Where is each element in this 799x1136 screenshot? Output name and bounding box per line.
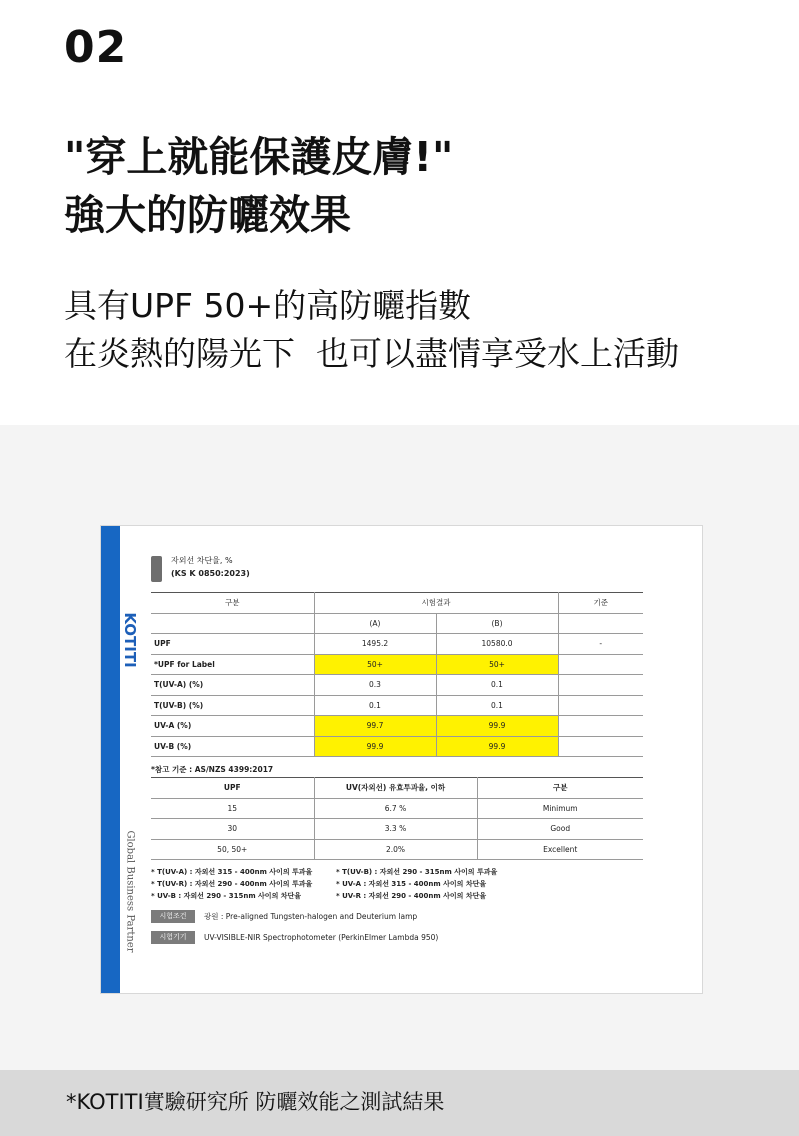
ref-transmittance-cell: 3.3 % [314, 819, 477, 840]
table-row [151, 695, 643, 716]
partner-text: Global Business Partner [124, 830, 136, 953]
row-label: UV-B (%) [151, 736, 314, 757]
definition-item: * T(UV-B) : 자외선 290 - 315nm 사이의 투과율 [336, 868, 498, 876]
brand-logo [120, 601, 140, 681]
ref-header-upf: UPF [151, 778, 314, 799]
result-b-cell: 0.1 [436, 695, 558, 716]
ref-upf-cell: 15 [151, 798, 314, 819]
ref-category-cell: Excellent [477, 839, 643, 860]
standard-cell [558, 675, 643, 696]
ref-upf-cell: 30 [151, 819, 314, 840]
section-header [151, 554, 643, 584]
result-b-cell: 50+ [436, 654, 558, 675]
headline-line-2: 強大的防曬效果 [64, 191, 351, 239]
result-a-cell: 0.1 [314, 695, 436, 716]
test-equipment-text: UV-VISIBLE-NIR Spectrophotometer (PerkinElmer Lambda 950) [204, 932, 439, 942]
reference-header-row [151, 778, 643, 799]
headline-line-1: "穿上就能保護皮膚!" [64, 133, 454, 181]
subheader-a: (A) [314, 613, 436, 634]
result-b-cell: 99.9 [436, 736, 558, 757]
result-b-cell: 99.9 [436, 716, 558, 737]
footer-caption [0, 1070, 799, 1136]
row-label: T(UV-A) (%) [151, 675, 314, 696]
definition-item: * T(UV-R) : 자외선 290 - 400nm 사이의 투과율 [151, 880, 313, 888]
headline [64, 128, 453, 244]
definition-item: * UV-R : 자외선 290 - 400nm 사이의 차단율 [336, 892, 487, 900]
table-row [151, 716, 643, 737]
test-condition-tag: 시험조건 [151, 910, 195, 923]
table-row [151, 634, 643, 655]
test-certificate [100, 525, 703, 994]
ref-transmittance-cell: 6.7 % [314, 798, 477, 819]
ref-category-cell: Good [477, 819, 643, 840]
subheader-b: (B) [436, 613, 558, 634]
standard-cell: - [558, 634, 643, 655]
standard-cell [558, 695, 643, 716]
test-equipment-row [151, 930, 643, 944]
result-a-cell: 1495.2 [314, 634, 436, 655]
ref-transmittance-cell: 2.0% [314, 839, 477, 860]
ref-upf-cell: 50, 50+ [151, 839, 314, 860]
definition-item: * UV-A : 자외선 315 - 400nm 사이의 차단율 [336, 880, 487, 888]
subheader-empty [151, 613, 314, 634]
standard-cell [558, 736, 643, 757]
table-row [151, 736, 643, 757]
result-a-cell: 99.9 [314, 736, 436, 757]
test-equipment-tag: 시험기기 [151, 931, 195, 944]
results-table [151, 592, 643, 757]
ref-header-category: 구분 [477, 778, 643, 799]
definition-item: * UV-B : 자외선 290 - 315nm 사이의 차단율 [151, 892, 302, 900]
partner-label [120, 826, 140, 996]
table-row [151, 675, 643, 696]
result-b-cell: 10580.0 [436, 634, 558, 655]
subheader-std-empty [558, 613, 643, 634]
ref-header-transmittance: UV(자외선) 유효투과율, 이하 [314, 778, 477, 799]
row-label: *UPF for Label [151, 654, 314, 675]
reference-row [151, 839, 643, 860]
header-results: 시험결과 [314, 593, 558, 614]
subcopy [64, 282, 679, 378]
table-subheader-row [151, 613, 643, 634]
result-a-cell: 99.7 [314, 716, 436, 737]
row-label: T(UV-B) (%) [151, 695, 314, 716]
section-title: 자외선 차단율, % [171, 556, 233, 565]
subcopy-line-1: 具有UPF 50+的高防曬指數 [64, 286, 472, 325]
table-row [151, 654, 643, 675]
test-condition-text: 광원 : Pre-aligned Tungsten-halogen and Deuterium lamp [204, 911, 418, 921]
ref-category-cell: Minimum [477, 798, 643, 819]
header-standard: 기준 [558, 593, 643, 614]
reference-row [151, 798, 643, 819]
definition-item: * T(UV-A) : 자외선 315 - 400nm 사이의 투과율 [151, 868, 313, 876]
table-header-row [151, 593, 643, 614]
reference-note: *참고 기준 : AS/NZS 4399:2017 [151, 765, 274, 774]
row-label: UPF [151, 634, 314, 655]
reference-row [151, 819, 643, 840]
section-standard: (KS K 0850:2023) [171, 569, 250, 578]
footer-text: *KOTITI實驗研究所 防曬效能之測試結果 [66, 1090, 445, 1114]
standard-cell [558, 654, 643, 675]
row-label: UV-A (%) [151, 716, 314, 737]
definitions [151, 866, 643, 902]
standard-cell [558, 716, 643, 737]
brand-logo-text: KOTITI [121, 612, 139, 668]
result-b-cell: 0.1 [436, 675, 558, 696]
certificate-blue-band [101, 526, 120, 993]
reference-table [151, 777, 643, 860]
section-number: 02 [64, 22, 128, 73]
result-a-cell: 0.3 [314, 675, 436, 696]
test-condition-row [151, 909, 643, 923]
subcopy-line-2: 在炎熱的陽光下 也可以盡情享受水上活動 [64, 334, 679, 373]
result-a-cell: 50+ [314, 654, 436, 675]
certificate-content [151, 554, 643, 944]
section-marker [151, 556, 162, 582]
header-category: 구분 [151, 593, 314, 614]
